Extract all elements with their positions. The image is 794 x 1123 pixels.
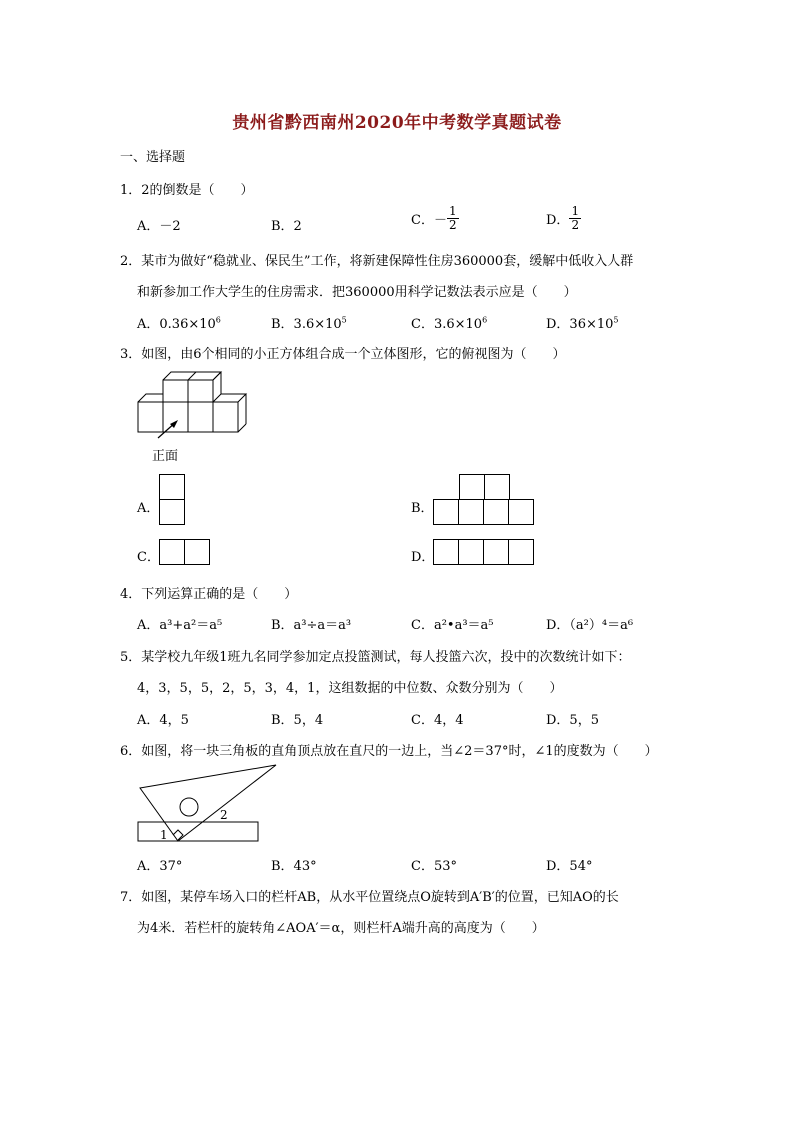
question-2-stem-line1: 2．某市为做好“稳就业、保民生”工作，将新建保障性住房360000套，缓解中低收入人群 <box>120 254 634 269</box>
q5-option-a: A．4，5 <box>137 713 189 728</box>
triangle-ruler-figure <box>136 762 281 847</box>
q5-option-d: D．5，5 <box>546 713 599 728</box>
q3-option-a-figure <box>159 474 185 526</box>
q3-option-b-label: B． <box>411 501 434 516</box>
cube-stack-figure <box>136 370 256 440</box>
q3-option-c-figure <box>159 539 211 566</box>
q4-option-d: D．（a²）⁴＝a⁶ <box>546 618 634 633</box>
q4-option-c: C．a²•a³＝a⁵ <box>411 618 494 633</box>
angle-1-label: 1 <box>160 828 168 842</box>
question-5-stem-line1: 5．某学校九年级1班九名同学参加定点投篮测试，每人投篮六次，投中的次数统计如下： <box>120 650 631 665</box>
question-7-stem-line1: 7．如图，某停车场入口的栏杆AB，从水平位置绕点O旋转到A′B′的位置，已知AO的长 <box>120 890 619 905</box>
q3-option-d-figure <box>433 539 537 566</box>
q3-option-b-figure <box>433 474 537 526</box>
question-6-stem: 6．如图，将一块三角板的直角顶点放在直尺的一边上，当∠2＝37°时，∠1的度数为（ ） <box>120 744 658 759</box>
q4-option-a: A．a³+a²＝a⁵ <box>137 618 223 633</box>
page-title: 贵州省黔西南州2020年中考数学真题试卷 <box>232 113 562 133</box>
q2-option-c: C．$3.6\times 10^6$ <box>411 315 488 332</box>
q1-option-d: D． $\frac{1}{2}$ <box>546 204 580 232</box>
question-5-stem-line2: 4，3，5，5，2，5，3，4，1，这组数据的中位数、众数分别为（ ） <box>137 681 563 696</box>
question-4-stem: 4．下列运算正确的是（ ） <box>120 587 298 602</box>
question-3-stem: 3．如图，由6个相同的小正方体组合成一个立体图形，它的俯视图为（ ） <box>120 347 566 362</box>
q1-option-c: C．－ $\frac{1}{2}$ <box>411 204 457 232</box>
q2-option-b: B．$3.6\times 10^5$ <box>271 315 347 332</box>
q5-option-b: B．5，4 <box>271 713 324 728</box>
question-2-stem-line2: 和新参加工作大学生的住房需求．把360000用科学记数法表示应是（ ） <box>137 285 577 300</box>
q2-option-d: D．$36\times 10^5$ <box>546 315 619 332</box>
q3-option-a-label: A． <box>137 501 160 516</box>
q2-option-a: A．$0.36\times 10^6$ <box>137 315 221 332</box>
section-heading: 一、选择题 <box>120 150 186 165</box>
question-1-stem: 1．2的倒数是（ ） <box>120 183 254 198</box>
q4-option-b: B．a³÷a＝a³ <box>271 618 352 633</box>
q6-option-a: A．37° <box>137 859 183 874</box>
q6-option-d: D．54° <box>546 859 593 874</box>
q1-option-b: B．2 <box>271 219 302 234</box>
q1-option-a: A．－2 <box>137 219 181 234</box>
angle-2-label: 2 <box>220 808 228 822</box>
front-label: 正面 <box>152 449 179 464</box>
q3-option-d-label: D． <box>411 550 435 565</box>
q6-option-b: B．43° <box>271 859 317 874</box>
question-7-stem-line2: 为4米．若栏杆的旋转角∠AOA′＝α，则栏杆A端升高的高度为（ ） <box>137 921 545 936</box>
q5-option-c: C．4，4 <box>411 713 464 728</box>
q6-option-c: C．53° <box>411 859 457 874</box>
q3-option-c-label: C． <box>137 550 160 565</box>
